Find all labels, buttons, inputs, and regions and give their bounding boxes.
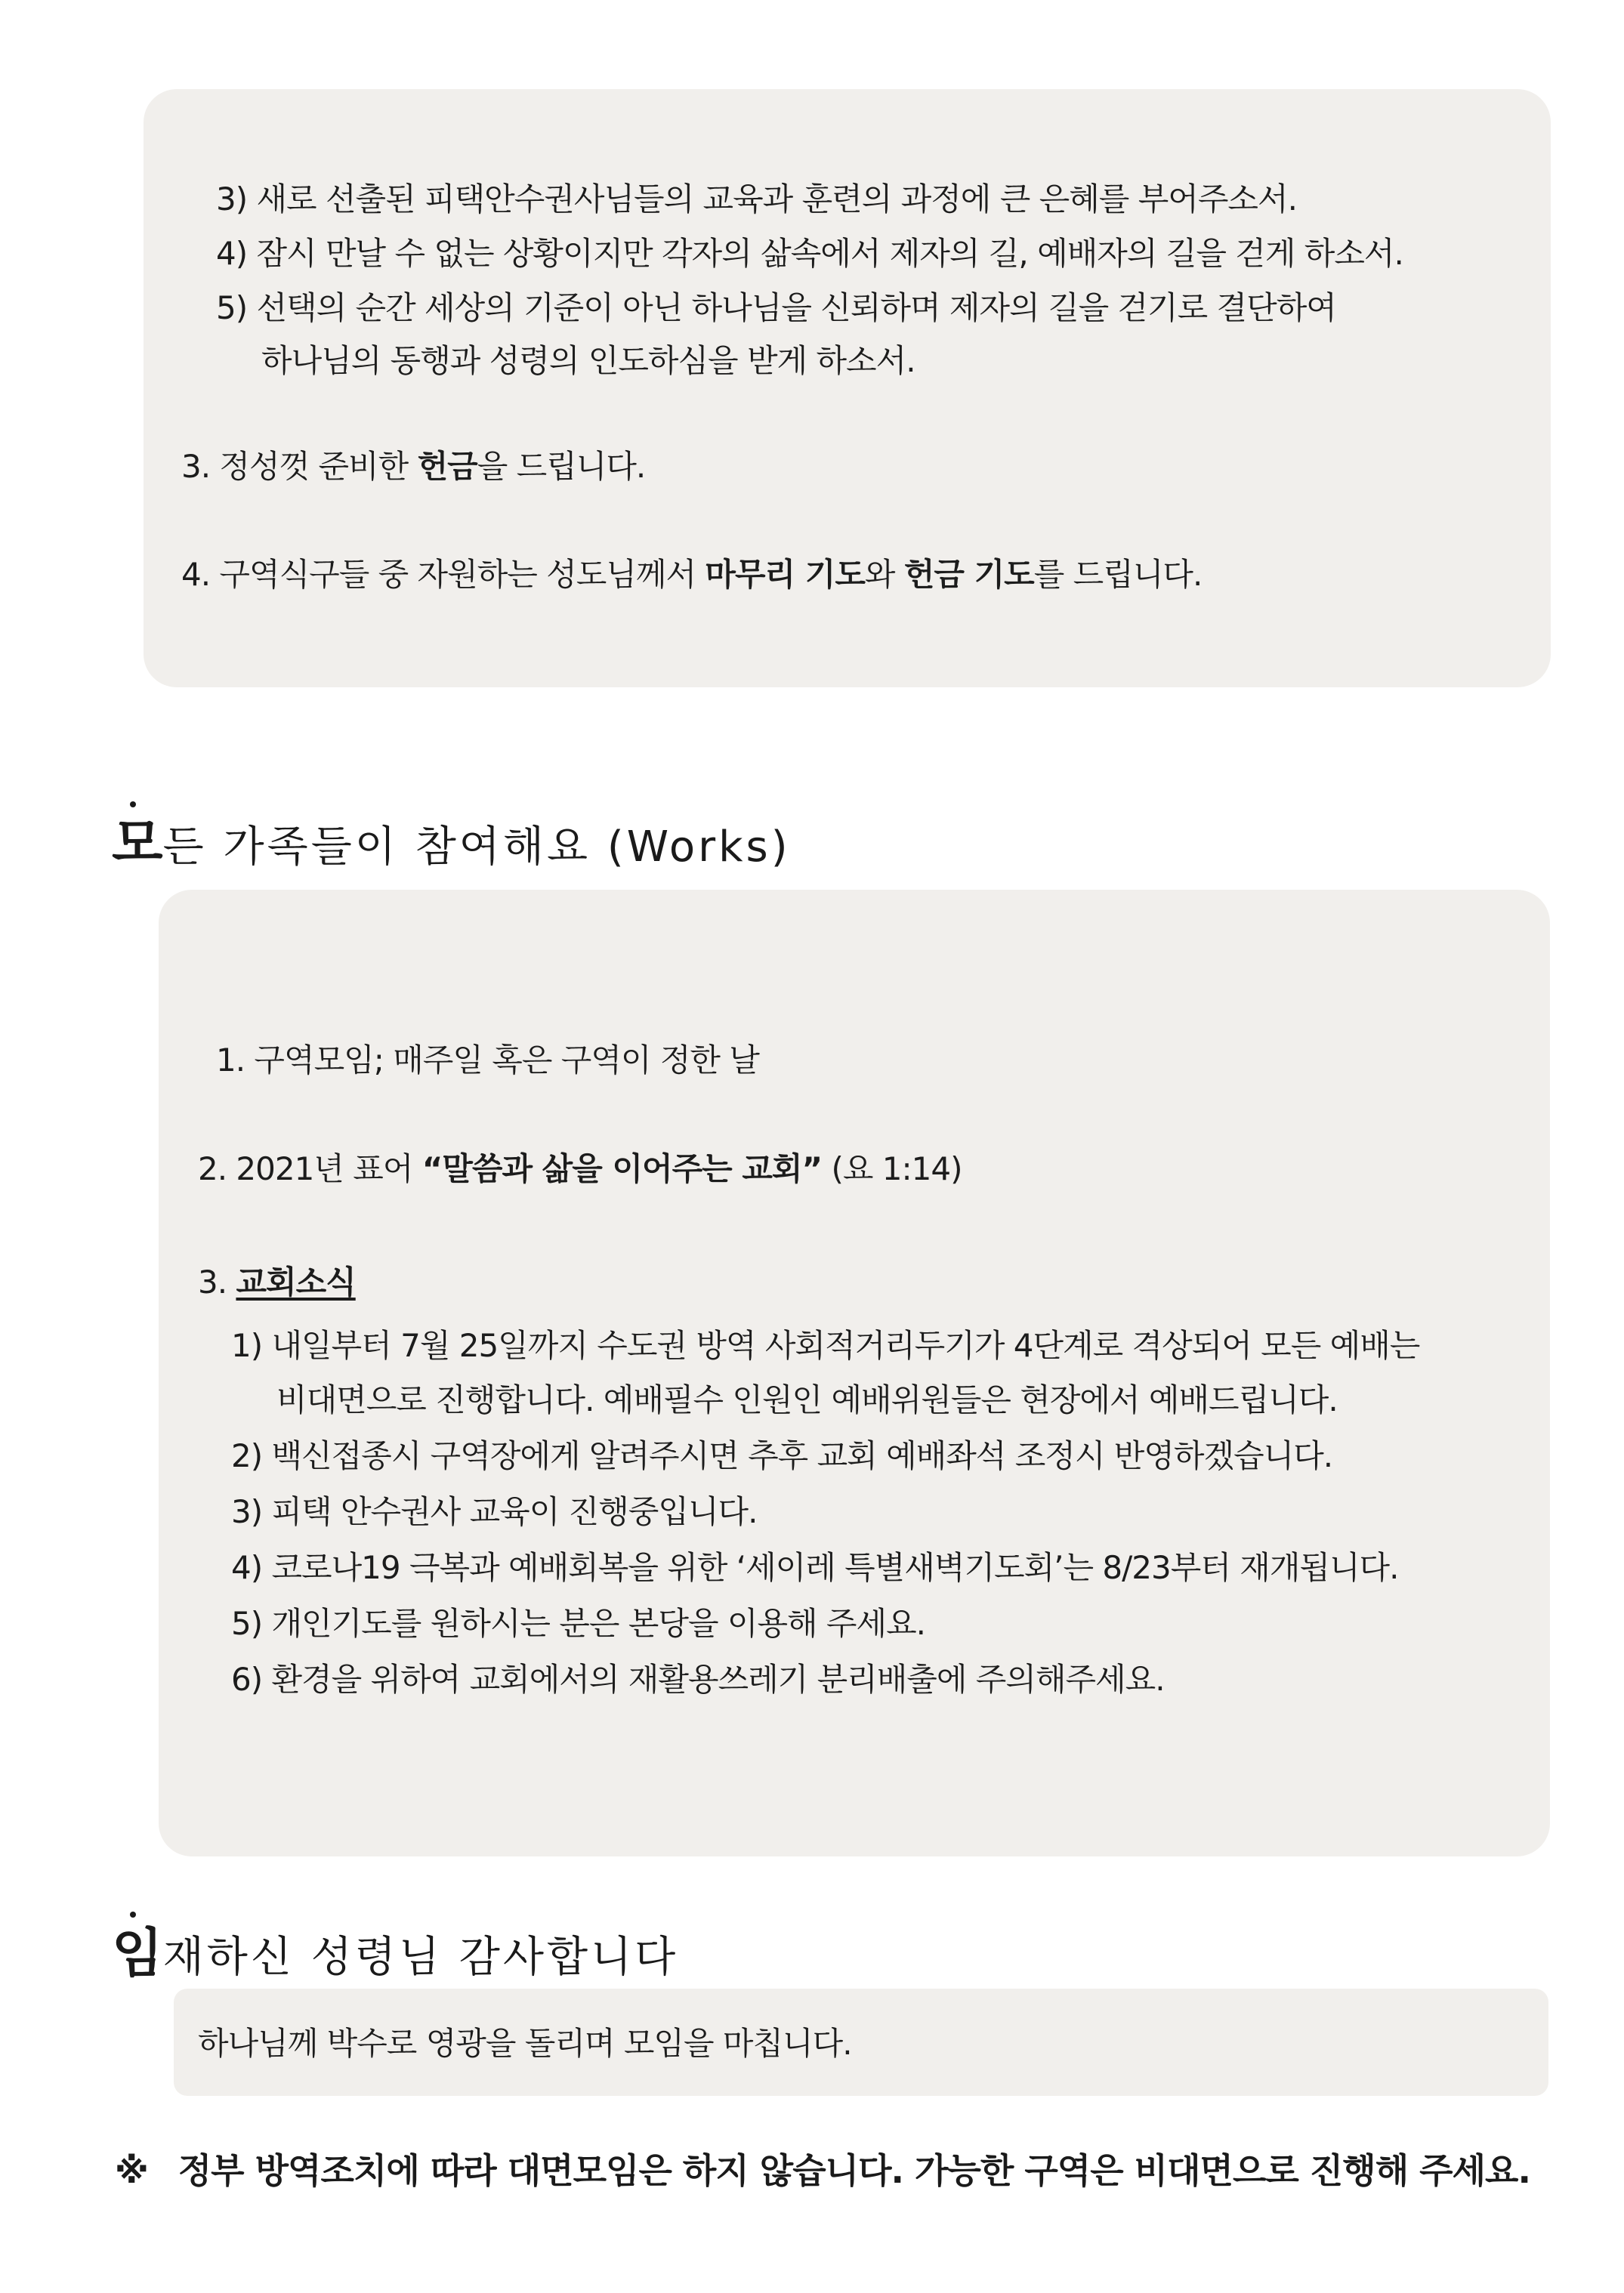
prayer-item-5: 5) 선택의 순간 세상의 기준이 아닌 하나님을 신뢰하며 제자의 길을 걷기로 결단하여 xyxy=(216,289,1336,326)
prayer-bold-1: 마무리 기도 xyxy=(705,556,865,593)
notice-mark: ※ xyxy=(115,2150,148,2191)
offering-line xyxy=(181,447,645,486)
works-heading-initial: 모 xyxy=(112,812,163,874)
offering-bold: 헌금 xyxy=(417,448,477,485)
news-item-5: 5) 개인기도를 원하시는 분은 본당을 이용해 주세요. xyxy=(231,1605,926,1642)
news-title: 교회소식 xyxy=(236,1264,356,1301)
news-item-6: 6) 환경을 위하여 교회에서의 재활용쓰레기 분리배출에 주의해주세요. xyxy=(231,1661,1165,1698)
closing-line: 하나님께 박수로 영광을 돌리며 모임을 마칩니다. xyxy=(198,2025,852,2062)
thanks-heading-rest: 재하신 성령님 감사합니다 xyxy=(162,1933,679,1982)
prayer-bold-2: 헌금 기도 xyxy=(903,556,1034,593)
prayer-item-3: 3) 새로 선출된 피택안수권사님들의 교육과 훈련의 과정에 큰 은혜를 부어주소서. xyxy=(216,181,1297,218)
prayer-prefix: 4. 구역식구들 중 자원하는 성도님께서 xyxy=(181,556,705,593)
news-item-3: 3) 피택 안수권사 교육이 진행중입니다. xyxy=(231,1493,758,1530)
offering-prefix: 3. 정성껏 준비한 xyxy=(181,448,418,485)
prayer-box xyxy=(144,89,1551,687)
news-item-1-cont: 비대면으로 진행합니다. 예배필수 인원인 예배위원들은 현장에서 예배드립니다. xyxy=(276,1381,1338,1418)
prayer-item-5-cont: 하나님의 동행과 성령의 인도하심을 받게 하소서. xyxy=(261,342,915,379)
works-heading-rest: 든 가족들이 참여해요 (Works) xyxy=(162,822,791,872)
offering-suffix: 을 드립니다. xyxy=(477,448,646,485)
thanks-heading xyxy=(112,1911,678,1987)
meeting-line: 1. 구역모임; 매주일 혹은 구역이 정한 날 xyxy=(216,1042,759,1079)
works-heading xyxy=(112,801,791,877)
heading-dot xyxy=(130,801,136,807)
prayer-item-4: 4) 잠시 만날 수 없는 상황이지만 각자의 삶속에서 제자의 길, 예배자의 길을 걷게 하소서. xyxy=(216,235,1403,272)
works-box xyxy=(159,890,1550,1856)
closing-prayer-line xyxy=(181,555,1202,594)
motto-prefix: 2. 2021년 표어 xyxy=(198,1150,422,1187)
motto-suffix: (요 1:14) xyxy=(822,1150,962,1187)
covid-notice xyxy=(115,2143,1530,2193)
news-item-1: 1) 내일부터 7월 25일까지 수도권 방역 사회적거리두기가 4단계로 격상되어 모든 예배는 xyxy=(231,1327,1420,1364)
motto-bold: “말씀과 삶을 이어주는 교회” xyxy=(421,1150,823,1187)
heading-dot xyxy=(130,1912,136,1918)
notice-text: 정부 방역조치에 따라 대면모임은 하지 않습니다. 가능한 구역은 비대면으로 진행해 주세요. xyxy=(178,2150,1530,2191)
prayer-mid: 와 xyxy=(864,556,904,593)
motto-line xyxy=(198,1150,962,1189)
news-item-4: 4) 코로나19 극복과 예배회복을 위한 ‘세이레 특별새벽기도회’는 8/23부터 재개됩니다. xyxy=(231,1549,1399,1586)
thanks-heading-initial: 임 xyxy=(112,1922,163,1984)
prayer-suffix: 를 드립니다. xyxy=(1033,556,1203,593)
news-item-2: 2) 백신접종시 구역장에게 알려주시면 추후 교회 예배좌석 조정시 반영하겠습니다. xyxy=(231,1437,1333,1474)
news-number: 3. xyxy=(198,1264,236,1301)
news-title-line xyxy=(198,1263,356,1302)
